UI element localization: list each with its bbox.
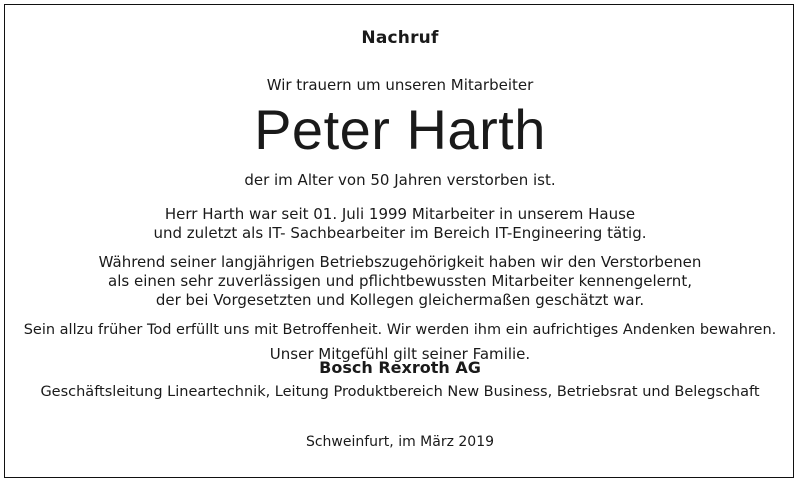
notice-heading: Nachruf	[361, 28, 439, 48]
paragraph-1-line-1: Herr Harth war seit 01. Juli 1999 Mitarbeiter in unserem Hause	[164, 205, 636, 223]
company-name: Bosch Rexroth AG	[319, 358, 481, 377]
deceased-name: Peter Harth	[254, 98, 546, 161]
condolence-line: Unser Mitgefühl gilt seiner Familie.	[269, 345, 531, 363]
intro-text: Wir trauern um unseren Mitarbeiter	[266, 76, 534, 94]
paragraph-1-line-2: und zuletzt als IT- Sachbearbeiter im Bereich IT-Engineering tätig.	[153, 224, 647, 242]
paragraph-3: Sein allzu früher Tod erfüllt uns mit Betroffenheit. Wir werden ihm ein aufrichtiges Andenken bewahren.	[23, 322, 777, 338]
place-date: Schweinfurt, im März 2019	[305, 434, 495, 450]
paragraph-2-line-1: Während seiner langjährigen Betriebszugehörigkeit haben wir den Verstorbenen	[98, 253, 702, 271]
paragraph-2-line-3: der bei Vorgesetzten und Kollegen gleichermaßen geschätzt war.	[155, 291, 645, 309]
company-departments: Geschäftsleitung Lineartechnik, Leitung Produktbereich New Business, Betriebsrat und Belegschaft	[40, 384, 760, 400]
age-line: der im Alter von 50 Jahren verstorben ist.	[244, 171, 556, 189]
paragraph-2-line-2: als einen sehr zuverlässigen und pflichtbewussten Mitarbeiter kennengelernt,	[108, 272, 692, 290]
